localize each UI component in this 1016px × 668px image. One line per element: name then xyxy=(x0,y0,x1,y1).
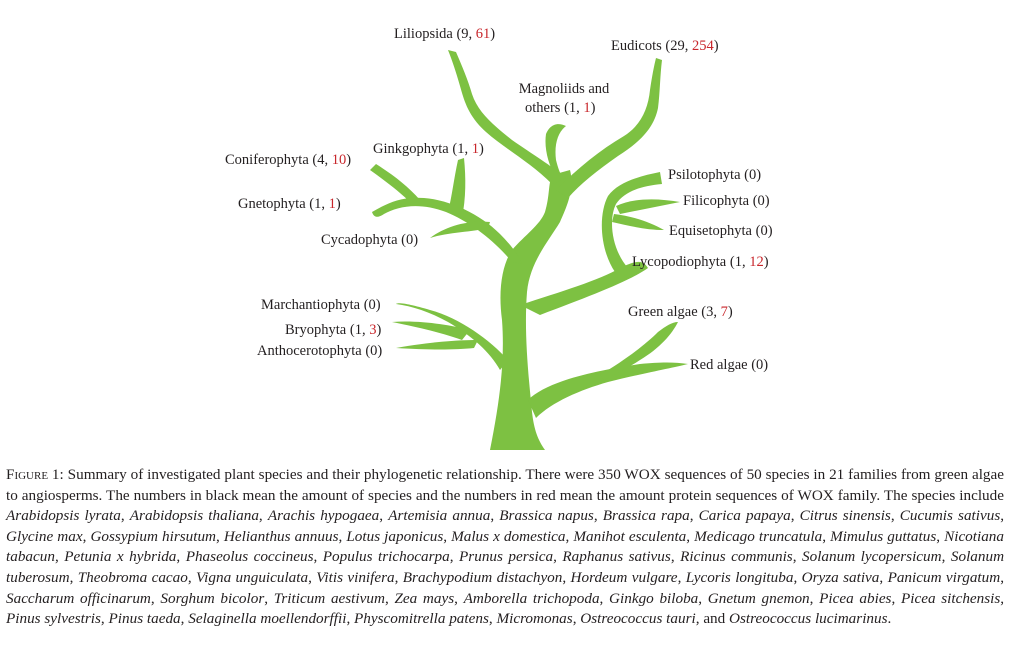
species-name: Hordeum vulgare xyxy=(570,568,678,586)
species-name: Ginkgo biloba xyxy=(609,589,699,607)
species-name: Sorghum bicolor xyxy=(160,589,265,607)
species-name: Citrus sinensis xyxy=(799,507,891,525)
species-name: Brassica napus xyxy=(499,507,594,525)
branch-liliopsida xyxy=(448,50,566,184)
species-name: Prunus persica xyxy=(459,548,554,566)
species-name: Populus trichocarpa xyxy=(322,548,450,566)
label-green-algae: Green algae (3, 7) xyxy=(628,304,733,320)
species-name: Ricinus communis xyxy=(680,548,793,566)
species-name: Arabidopsis thaliana xyxy=(129,507,259,525)
species-name: Triticum aestivum xyxy=(273,589,385,607)
species-name: Mimulus guttatus xyxy=(830,527,937,545)
species-name: Picea sitchensis xyxy=(900,589,1001,607)
species-name: Selaginella moellendorffii xyxy=(188,610,347,628)
species-name: Solanum lycopersicum xyxy=(802,548,942,566)
species-name: Amborella trichopoda xyxy=(463,589,600,607)
species-name: Artemisia annua xyxy=(388,507,491,525)
caption-label: Figure 1: xyxy=(6,466,64,483)
label-liliopsida: Liliopsida (9, 61) xyxy=(394,26,496,42)
caption-end: . xyxy=(887,610,892,628)
label-lycopodiophyta: Lycopodiophyta (1, 12) xyxy=(632,254,769,270)
species-name: Ostreococcus tauri xyxy=(580,610,696,628)
species-name: Lycoris longituba xyxy=(685,568,794,586)
label-gnetophyta: Gnetophyta (1, 1) xyxy=(238,196,341,212)
species-name: Nicotiana tabacun xyxy=(6,527,1004,566)
label-magnoliids-line2: others (1, 1) xyxy=(525,100,596,116)
species-name: Carica papaya xyxy=(698,507,791,525)
species-name: Arabidopsis lyrata xyxy=(6,507,121,525)
label-psilotophyta: Psilotophyta (0) xyxy=(668,167,762,183)
species-name: Glycine max xyxy=(6,527,83,545)
label-magnoliids: Magnoliids and xyxy=(518,81,610,97)
species-name: Micromonas xyxy=(496,610,573,628)
species-name: Cucumis sativus xyxy=(899,507,1001,525)
species-name: Raphanus sativus xyxy=(562,548,671,566)
caption-and: and xyxy=(703,610,726,628)
label-red-algae: Red algae (0) xyxy=(690,357,769,373)
species-name: Vigna unguiculata xyxy=(196,568,309,586)
label-bryophyta: Bryophyta (1, 3) xyxy=(285,322,382,338)
branch-coniferophyta xyxy=(370,164,420,204)
species-name: Medicago truncatula xyxy=(694,527,823,545)
species-name: Brachypodium distachyon xyxy=(402,568,563,586)
species-name: Arachis hypogaea xyxy=(267,507,380,525)
species-name: Phaseolus coccineus xyxy=(185,548,314,566)
species-name: Manihot esculenta xyxy=(573,527,687,545)
species-name: Lotus japonicus xyxy=(346,527,444,545)
branch-equisetophyta xyxy=(612,214,664,230)
figure-caption xyxy=(6,465,1004,630)
species-name: Solanum tuberosum xyxy=(6,548,1005,586)
species-name: Vitis vinifera xyxy=(316,568,395,586)
branch-anthocerotophyta xyxy=(396,340,478,350)
branch-filicophyta xyxy=(616,199,680,214)
label-filicophyta: Filicophyta (0) xyxy=(683,193,770,209)
label-anthocerotophyta: Anthocerotophyta (0) xyxy=(257,343,383,359)
species-name: Gossypium hirsutum xyxy=(90,527,217,545)
caption-text: Summary of investigated plant species and their phylogenetic relationship. There were 350 WOX sequences of 50 species in 21 families from green algae to angiosperms. The numbers in black mean the amount of species and the numbers in red mean the amount protein sequences of WOX family. The species include xyxy=(6,466,1005,504)
species-name: Zea mays xyxy=(394,589,455,607)
label-eudicots: Eudicots (29, 254) xyxy=(611,38,719,54)
species-name: Helianthus annuus xyxy=(223,527,339,545)
species-name: Brassica rapa xyxy=(602,507,690,525)
species-name: Saccharum officinarum xyxy=(6,589,151,607)
label-equisetophyta: Equisetophyta (0) xyxy=(669,223,773,239)
label-cycadophyta: Cycadophyta (0) xyxy=(321,232,419,248)
species-name: Pinus taeda xyxy=(108,610,181,628)
branch-bryophytes xyxy=(396,303,508,370)
label-marchantiophyta: Marchantiophyta (0) xyxy=(261,297,381,313)
label-ginkgophyta: Ginkgophyta (1, 1) xyxy=(373,141,484,157)
species-name: Panicum virgatum xyxy=(887,568,1001,586)
species-name: Petunia x hybrida xyxy=(64,548,177,566)
species-name: Picea abies xyxy=(819,589,892,607)
branch-ginkgophyta xyxy=(448,158,465,218)
species-name: Malus x domestica xyxy=(451,527,566,545)
species-list: Arabidopsis lyrata, Arabidopsis thaliana, Arachis hypogaea, Artemisia annua, Brassica napus, Brassica rapa, Carica papaya, Citrus sinensis, Cucumis sativus, Glycine max, Gossypium hirsutum, Helianthus annuus, Lotus japonicus, Malus x domestica, Manihot esculenta, Medicago truncatula, Mimulus guttatus, Nicotiana tabacun, Petunia x hybrida, Phaseolus coccineus, Populus trichocarpa, Prunus persica, Raphanus sativus, Ricinus communis, Solanum lycopersicum, Solanum tuberosum, Theobroma cacao, Vigna unguiculata, Vitis vinifera, Brachypodium distachyon, Hordeum vulgare, Lycoris longituba, Oryza sativa, Panicum virgatum, Saccharum officinarum, Sorghum bicolor, Triticum aestivum, Zea mays, Amborella trichopoda, Ginkgo biloba, Gnetum gnemon, Picea abies, Picea sitchensis, Pinus sylvestris, Pinus taeda, Selaginella moellendorffii, Physcomitrella patens, Micromonas, Ostreococcus tauri, xyxy=(6,507,1005,628)
species-name-last: Ostreococcus lucimarinus xyxy=(729,610,888,628)
species-name: Oryza sativa xyxy=(801,568,880,586)
species-name: Pinus sylvestris xyxy=(6,610,101,628)
species-name: Physcomitrella patens xyxy=(354,610,489,628)
species-name: Gnetum gnemon xyxy=(707,589,810,607)
label-coniferophyta: Coniferophyta (4, 10) xyxy=(225,152,352,168)
species-name: Theobroma cacao xyxy=(77,568,188,586)
